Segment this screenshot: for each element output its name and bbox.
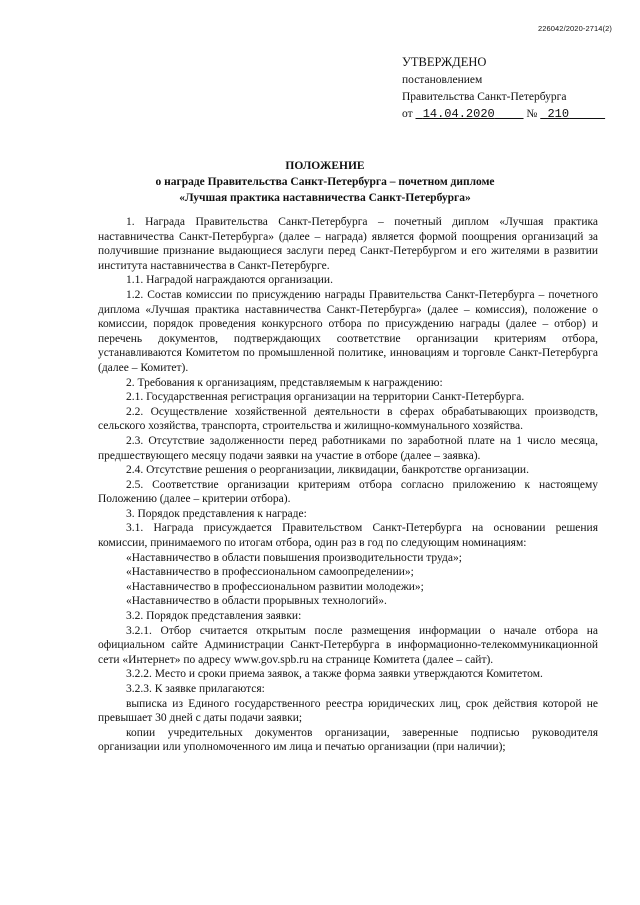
paragraph: 1.1. Наградой награждаются организации. [126, 274, 333, 287]
approval-stamp [402, 54, 605, 123]
paragraph: «Наставничество в области прорывных технологий». [126, 595, 387, 608]
paragraph: 3.2. Порядок представления заявки: [126, 610, 302, 623]
paragraph: «Наставничество в области повышения производительности труда»; [126, 551, 462, 564]
paragraph: выписка из Единого государственного реестра юридических лиц, срок действия которой не превышает 30 дней с даты подачи заявки; [98, 697, 598, 725]
approval-date-value: 14.04.2020 [422, 107, 495, 121]
paragraph: «Наставничество в профессиональном развитии молодежи»; [126, 580, 424, 593]
title-line-3: «Лучшая практика наставничества Санкт-Петербурга» [179, 192, 471, 204]
approval-number [540, 107, 605, 121]
approval-line-1: постановлением [402, 74, 483, 86]
approval-number-prefix: № [526, 108, 538, 120]
paragraph: 3.2.2. Место и сроки приема заявок, а также форма заявки утверждаются Комитетом. [126, 668, 543, 681]
approval-date [416, 107, 524, 121]
paragraph: 1. Награда Правительства Санкт-Петербурга – почетный диплом «Лучшая практика наставничества Санкт-Петербурга» (далее – награда) является формой поощрения организаций за получившие признание выдающиеся заслуги перед Санкт-Петербургом и его жителями в развитии института наставничества в Санкт-Петербурге. [98, 216, 598, 272]
paragraph: 2.2. Осуществление хозяйственной деятельности в сферах обрабатывающих производств, сельского хозяйства, транспорта, строительства и жилищно-коммунального хозяйства. [98, 405, 598, 433]
paragraph: копии учредительных документов организации, заверенные подписью руководителя организации или уполномоченного им лица и печатью организации (при наличии); [98, 726, 598, 754]
paragraph: 3.2.1. Отбор считается открытым после размещения информации о начале отбора на официальном сайте Администрации Санкт-Петербурга в информационно-телекоммуникационной сети «Интернет» по адресу www.gov.spb.ru на странице Комитета (далее – сайт). [98, 624, 598, 666]
approval-date-line [402, 106, 605, 123]
paragraph: 3. Порядок представления к награде: [126, 507, 307, 520]
approval-from-prefix: от [402, 108, 413, 120]
paragraph: 3.1. Награда присуждается Правительством Санкт-Петербурга на основании решения комиссии, принимаемого по итогам отбора, один раз в год по следующим номинациям: [98, 522, 598, 550]
paragraph: 2.5. Соответствие организации критериям отбора согласно приложению к настоящему Положению (далее – критерии отбора). [98, 478, 598, 506]
approval-line-2: Правительства Санкт-Петербурга [402, 91, 567, 103]
paragraph: 2.1. Государственная регистрация организации на территории Санкт-Петербурга. [126, 391, 525, 404]
paragraph: 2.4. Отсутствие решения о реорганизации, ликвидации, банкротстве организации. [126, 464, 529, 477]
paragraph: 2. Требования к организациям, представляемым к награждению: [126, 376, 443, 389]
paragraph: 2.3. Отсутствие задолженности перед работниками по заработной плате на 1 число месяца, предшествующего месяцу подачи заявки на участие в отборе (далее – заявка). [98, 434, 598, 462]
approval-number-value: 210 [547, 107, 570, 121]
document-body [98, 215, 598, 755]
title-line-2: о награде Правительства Санкт-Петербурга – почетном дипломе [155, 176, 495, 188]
document-title [90, 158, 560, 206]
paragraph: «Наставничество в профессиональном самоопределении»; [126, 566, 414, 579]
approval-heading: УТВЕРЖДЕНО [402, 55, 487, 69]
paragraph: 1.2. Состав комиссии по присуждению награды Правительства Санкт-Петербурга – почетного диплома «Лучшая практика наставничества Санкт-Петербурга» (далее – комиссия), положение о комиссии, порядок проведения конкурсного отбора по присуждению награды (далее – отбор) и перечень документов, подтверждающих соответствие организации критериям отбора, устанавливаются Комитетом по промышленной политике, инновациям и торговле Санкт-Петербурга (далее – Комитет). [98, 288, 598, 374]
document-number: 226042/2020-2714(2) [537, 24, 612, 33]
paragraph: 3.2.3. К заявке прилагаются: [126, 683, 265, 695]
title-line-1: ПОЛОЖЕНИЕ [285, 160, 365, 172]
